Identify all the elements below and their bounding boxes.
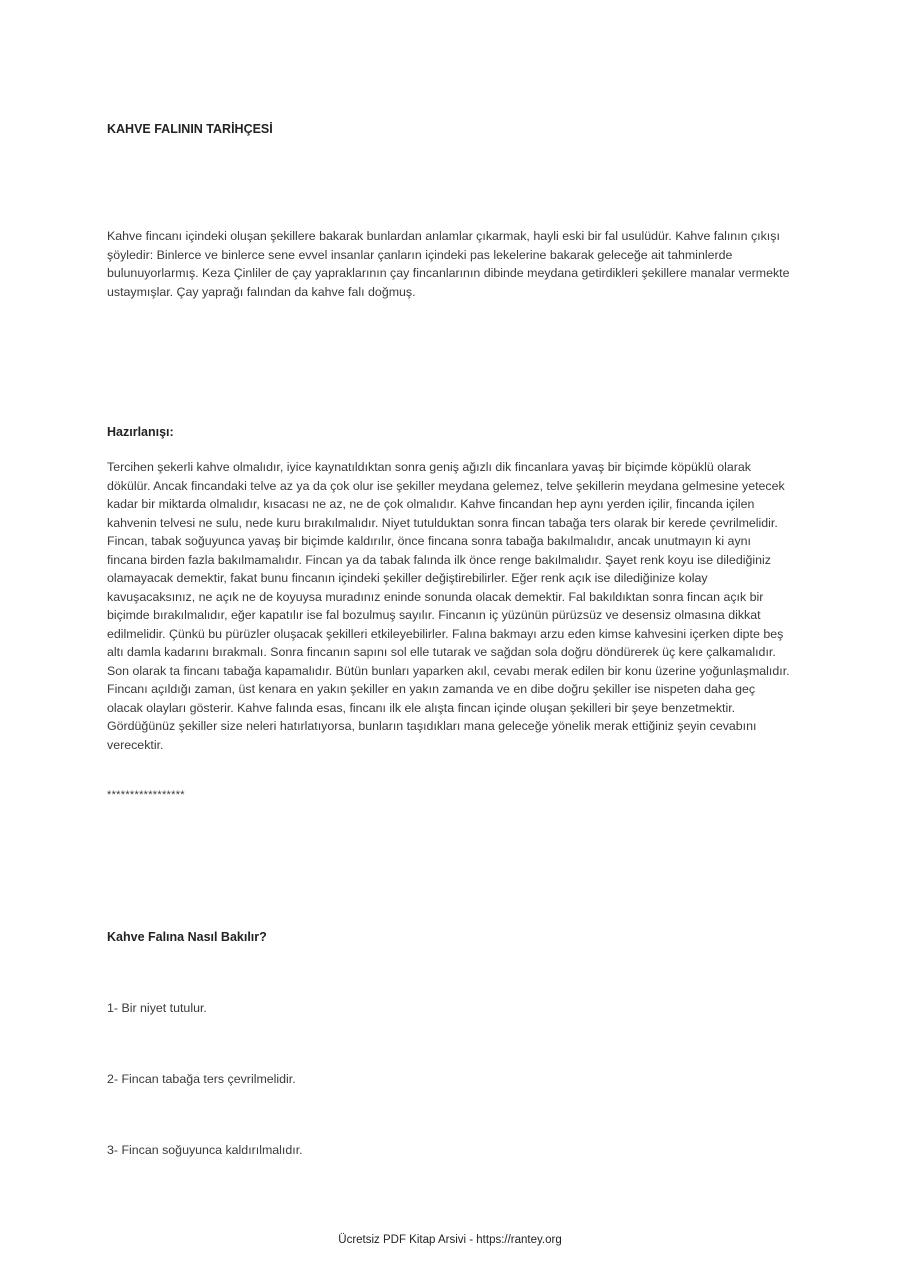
separator-stars: ***************** [107, 789, 185, 801]
howto-heading: Kahve Falına Nasıl Bakılır? [107, 930, 267, 944]
list-item: 3- Fincan soğuyunca kaldırılmalıdır. [107, 1143, 303, 1157]
list-item: 2- Fincan tabağa ters çevrilmelidir. [107, 1072, 296, 1086]
intro-paragraph: Kahve fincanı içindeki oluşan şekillere bakarak bunlardan anlamlar çıkarmak, hayli eski bir fal usulüdür. Kahve falının çıkışı şöyledir: Binlerce ve binlerce sene evvel insanlar çanların içindeki pas lekelerine bakarak geleceğe ait tahminlerde bulunuyorlarmış. Keza Çinliler de çay yapraklarının çay fincanlarının dibinde meydana getirdikleri şekillere manalar vermekte ustaymışlar. Çay yaprağı falından da kahve falı doğmuş. [107, 229, 790, 299]
preparation-paragraph: Tercihen şekerli kahve olmalıdır, iyice kaynatıldıktan sonra geniş ağızlı dik fincanlara yavaş bir biçimde köpüklü olarak dökülür. Ancak fincandaki telve az ya da çok olur ise şekiller meydana gelemez, telve şekillerin meydana gelmesine yetecek kadar bir miktarda olmalıdır, kısacası ne az, ne de çok olmalıdır. Kahve fincandan hep aynı yerden içilir, fincanda içilen kahvenin telvesi ne sulu, nede kuru bırakılmalıdır. Niyet tutulduktan sonra fincan tabağa ters olarak bir kerede çevrilmelidir. Fincan, tabak soğuyunca yavaş bir biçimde kaldırılır, önce fincana sonra tabağa bakılmalıdır, ancak unutmayın ki aynı fincana birden fazla bakılmamalıdır. Fincan ya da tabak falında ilk önce renge bakılmalıdır. Şayet renk koyu ise dilediğiniz olamayacak demektir, fakat bunu fincanın içindeki şekiller değiştirebilirler. Eğer renk açık ise dilediğinize kolay kavuşacaksınız, ne açık ne de koyuysa muradınız eninde sonunda olacak demektir. Fal bakıldıktan sonra fincan açık bir biçimde bırakılmalıdır, eğer kapatılır ise fal bozulmuş sayılır. Fincanın iç yüzünün pürüzsüz ve desensiz olmasına dikkat edilmelidir. Çünkü bu pürüzler oluşacak şekilleri etkileyebilirler. Falına bakmayı arzu eden kimse kahvesini içerken dipte beş altı damla kadarını bırakmalı. Sonra fincanın sapını sol elle tutarak ve sağdan sola doğru döndürerek üç kere çalkamalıdır. Son olarak ta fincanı tabağa kapamalıdır. Bütün bunları yaparken akıl, cevabı merak edilen bir konu üzerine yoğunlaşmalıdır. Fincanı açıldığı zaman, üst kenara en yakın şekiller en yakın zamanda ve en dibe doğru şekiller ise nispeten daha geç olacak olayları gösterir. Kahve falında esas, fincanı ilk ele alışta fincan içinde oluşan şekilleri bir şeye benzetmektir. Gördüğünüz şekiller size neleri hatırlatıyorsa, bunların taşıdıkları mana geleceğe yönelik merak ettiğiniz şeyin cevabını verecektir. [107, 460, 790, 752]
document-title: KAHVE FALININ TARİHÇESİ [107, 122, 273, 136]
page-footer: Ücretsiz PDF Kitap Arsivi - https://rantey.org [338, 1234, 562, 1246]
list-item: 1- Bir niyet tutulur. [107, 1001, 207, 1015]
preparation-heading: Hazırlanışı: [107, 425, 174, 439]
